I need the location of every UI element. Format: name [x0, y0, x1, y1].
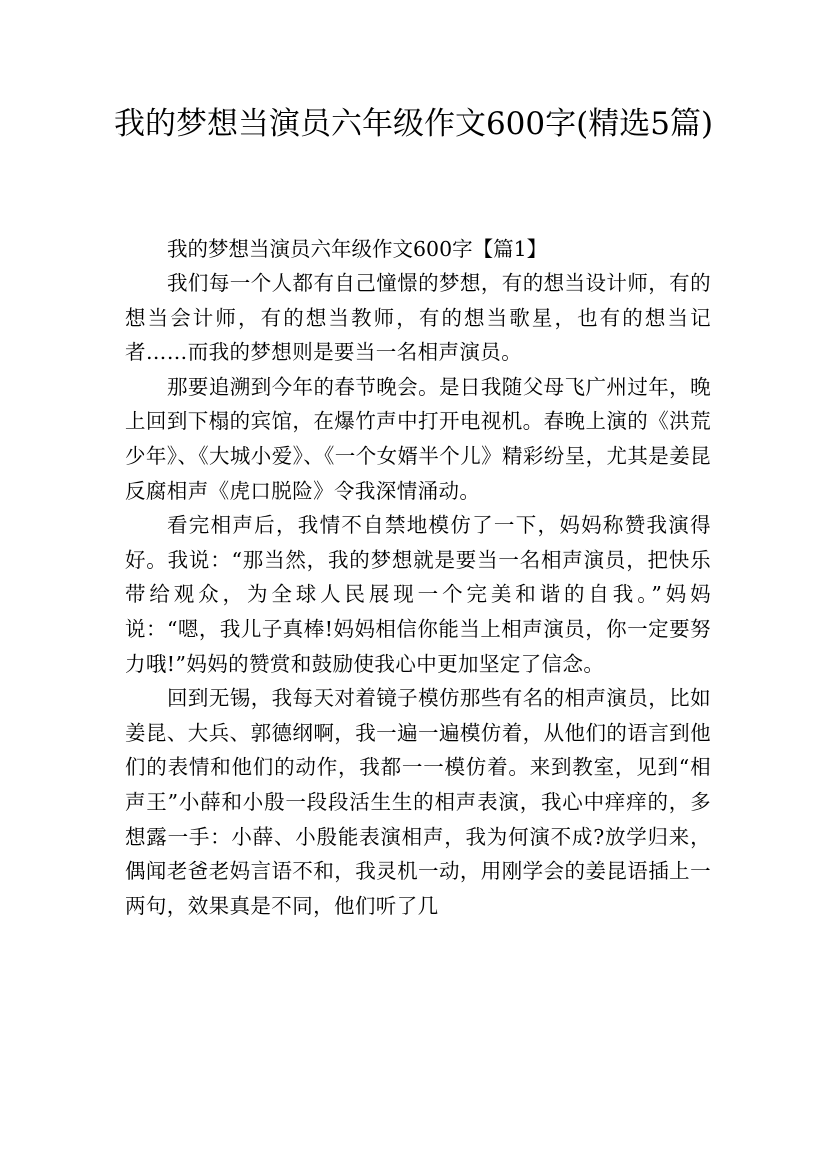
paragraph-4: 回到无锡，我每天对着镜子模仿那些有名的相声演员，比如姜昆、大兵、郭德纲啊，我一遍一遍模仿着，从他们的语言到他们的表情和他们的动作，我都一一模仿着。来到教室，见到“相声王”小薛和小殷一段段活生生的相声表演，我心中痒痒的，多想露一手：小薛、小殷能表演相声，我为何演不成?放学归来，偶闻老爸老妈言语不和，我灵机一动，用刚学会的姜昆语插上一两句，效果真是不同，他们听了几 [125, 686, 711, 918]
document-title: 我的梦想当演员六年级作文600字(精选5篇) [113, 106, 714, 142]
paragraph-1: 我们每一个人都有自己憧憬的梦想，有的想当设计师，有的想当会计师，有的想当教师，有的想当歌星，也有的想当记者……而我的梦想则是要当一名相声演员。 [125, 271, 711, 365]
paragraph-2: 那要追溯到今年的春节晚会。是日我随父母飞广州过年，晚上回到下榻的宾馆，在爆竹声中打开电视机。春晚上演的《洪荒少年》、《大城小爱》、《一个女婿半个儿》精彩纷呈，尤其是姜昆反腐相声《虎口脱险》令我深情涌动。 [125, 374, 711, 503]
document-body [125, 232, 711, 923]
section-heading: 我的梦想当演员六年级作文600字【篇1】 [167, 237, 548, 261]
paragraph-3: 看完相声后，我情不自禁地模仿了一下，妈妈称赞我演得好。我说：“那当然，我的梦想就是要当一名相声演员，把快乐带给观众，为全球人民展现一个完美和谐的自我。”妈妈说：“嗯，我儿子真棒!妈妈相信你能当上相声演员，你一定要努力哦!”妈妈的赞赏和鼓励使我心中更加坚定了信念。 [125, 513, 711, 676]
